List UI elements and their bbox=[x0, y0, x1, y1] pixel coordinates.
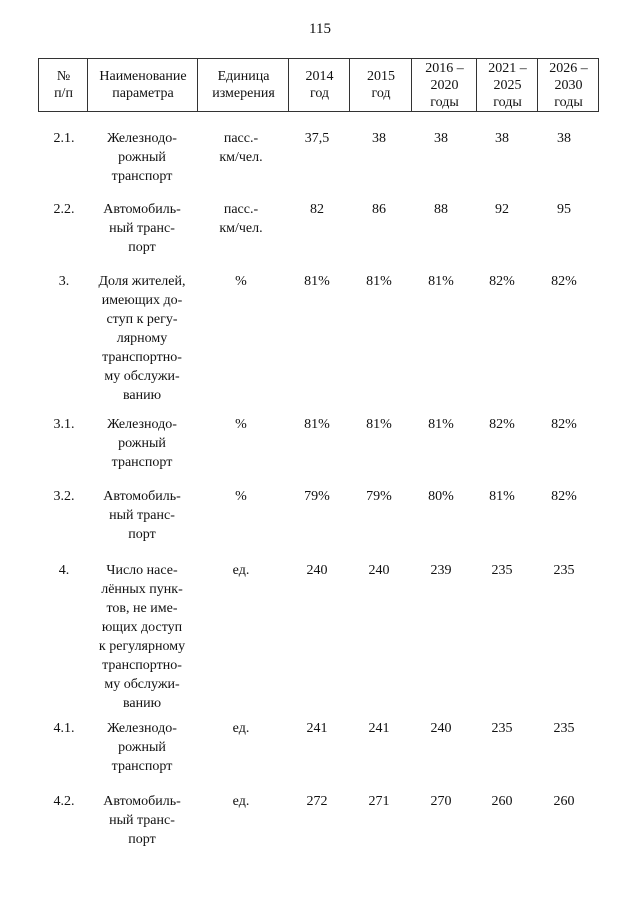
value-cell: 82% bbox=[551, 274, 577, 289]
value-cell: 88 bbox=[434, 202, 448, 217]
header-unit: Единица измерения bbox=[212, 69, 275, 101]
value-cell: 38 bbox=[557, 131, 571, 146]
column-divider bbox=[411, 59, 412, 111]
parameter-name: Железнодо- рожный транспорт bbox=[107, 417, 177, 470]
value-cell: 235 bbox=[491, 721, 513, 736]
value-cell: 82% bbox=[489, 274, 515, 289]
value-cell: 81% bbox=[428, 417, 454, 432]
value-cell: 240 bbox=[430, 721, 452, 736]
row-number: 3.1. bbox=[53, 417, 75, 432]
value-cell: 79% bbox=[366, 489, 392, 504]
column-divider bbox=[349, 59, 350, 111]
parameter-name: Число насе- лённых пунк- тов, не име- ющих доступ к регулярному транспортно- му обслужи- ванию bbox=[98, 563, 186, 711]
row-number: 4. bbox=[58, 563, 70, 578]
row-number: 3. bbox=[58, 274, 70, 289]
column-divider bbox=[87, 59, 88, 111]
value-cell: 81% bbox=[428, 274, 454, 289]
header-num: № п/п bbox=[54, 69, 73, 101]
parameter-name: Автомобиль- ный транс- порт bbox=[103, 794, 181, 847]
value-cell: 81% bbox=[489, 489, 515, 504]
value-cell: 240 bbox=[306, 563, 328, 578]
page-number: 115 bbox=[309, 21, 331, 37]
value-cell: 81% bbox=[304, 417, 330, 432]
value-cell: 95 bbox=[557, 202, 571, 217]
header-name: Наименование параметра bbox=[99, 69, 187, 101]
value-cell: 92 bbox=[495, 202, 509, 217]
value-cell: 235 bbox=[491, 563, 513, 578]
value-cell: 260 bbox=[491, 794, 513, 809]
value-cell: 82% bbox=[489, 417, 515, 432]
parameter-name: Автомобиль- ный транс- порт bbox=[103, 202, 181, 255]
column-divider bbox=[537, 59, 538, 111]
column-divider bbox=[476, 59, 477, 111]
unit: ед. bbox=[232, 563, 250, 578]
value-cell: 79% bbox=[304, 489, 330, 504]
value-cell: 38 bbox=[495, 131, 509, 146]
unit: пасс.- км/чел. bbox=[219, 202, 263, 236]
unit: ед. bbox=[232, 721, 250, 736]
value-cell: 82 bbox=[310, 202, 324, 217]
header-2026-2030: 2026 – 2030 годы bbox=[549, 60, 588, 110]
row-number: 2.1. bbox=[53, 131, 75, 146]
value-cell: 37,5 bbox=[304, 131, 330, 146]
header-2021-2025: 2021 – 2025 годы bbox=[488, 60, 527, 110]
unit: пасс.- км/чел. bbox=[219, 131, 263, 165]
value-cell: 270 bbox=[430, 794, 452, 809]
value-cell: 38 bbox=[434, 131, 448, 146]
value-cell: 38 bbox=[372, 131, 386, 146]
value-cell: 82% bbox=[551, 489, 577, 504]
value-cell: 86 bbox=[372, 202, 386, 217]
column-divider bbox=[197, 59, 198, 111]
value-cell: 81% bbox=[304, 274, 330, 289]
row-number: 3.2. bbox=[53, 489, 75, 504]
header-2014: 2014 год bbox=[305, 69, 334, 101]
row-number: 4.2. bbox=[53, 794, 75, 809]
parameter-name: Железнодо- рожный транспорт bbox=[107, 131, 177, 184]
column-divider bbox=[288, 59, 289, 111]
unit: % bbox=[235, 274, 247, 289]
header-2016-2020: 2016 – 2020 годы bbox=[425, 60, 464, 110]
value-cell: 240 bbox=[368, 563, 390, 578]
unit: % bbox=[235, 489, 247, 504]
unit: % bbox=[235, 417, 247, 432]
value-cell: 81% bbox=[366, 417, 392, 432]
value-cell: 241 bbox=[368, 721, 390, 736]
value-cell: 235 bbox=[553, 721, 575, 736]
parameter-name: Железнодо- рожный транспорт bbox=[107, 721, 177, 774]
row-number: 2.2. bbox=[53, 202, 75, 217]
value-cell: 271 bbox=[368, 794, 390, 809]
value-cell: 260 bbox=[553, 794, 575, 809]
value-cell: 80% bbox=[428, 489, 454, 504]
row-number: 4.1. bbox=[53, 721, 75, 736]
parameter-name: Автомобиль- ный транс- порт bbox=[103, 489, 181, 542]
parameter-name: Доля жителей, имеющих до- ступ к регу- лярному транспортно- му обслужи- ванию bbox=[98, 274, 186, 403]
value-cell: 82% bbox=[551, 417, 577, 432]
unit: ед. bbox=[232, 794, 250, 809]
table-header bbox=[38, 58, 599, 112]
value-cell: 239 bbox=[430, 563, 452, 578]
value-cell: 235 bbox=[553, 563, 575, 578]
value-cell: 81% bbox=[366, 274, 392, 289]
header-2015: 2015 год bbox=[367, 69, 395, 101]
value-cell: 241 bbox=[306, 721, 328, 736]
value-cell: 272 bbox=[306, 794, 328, 809]
